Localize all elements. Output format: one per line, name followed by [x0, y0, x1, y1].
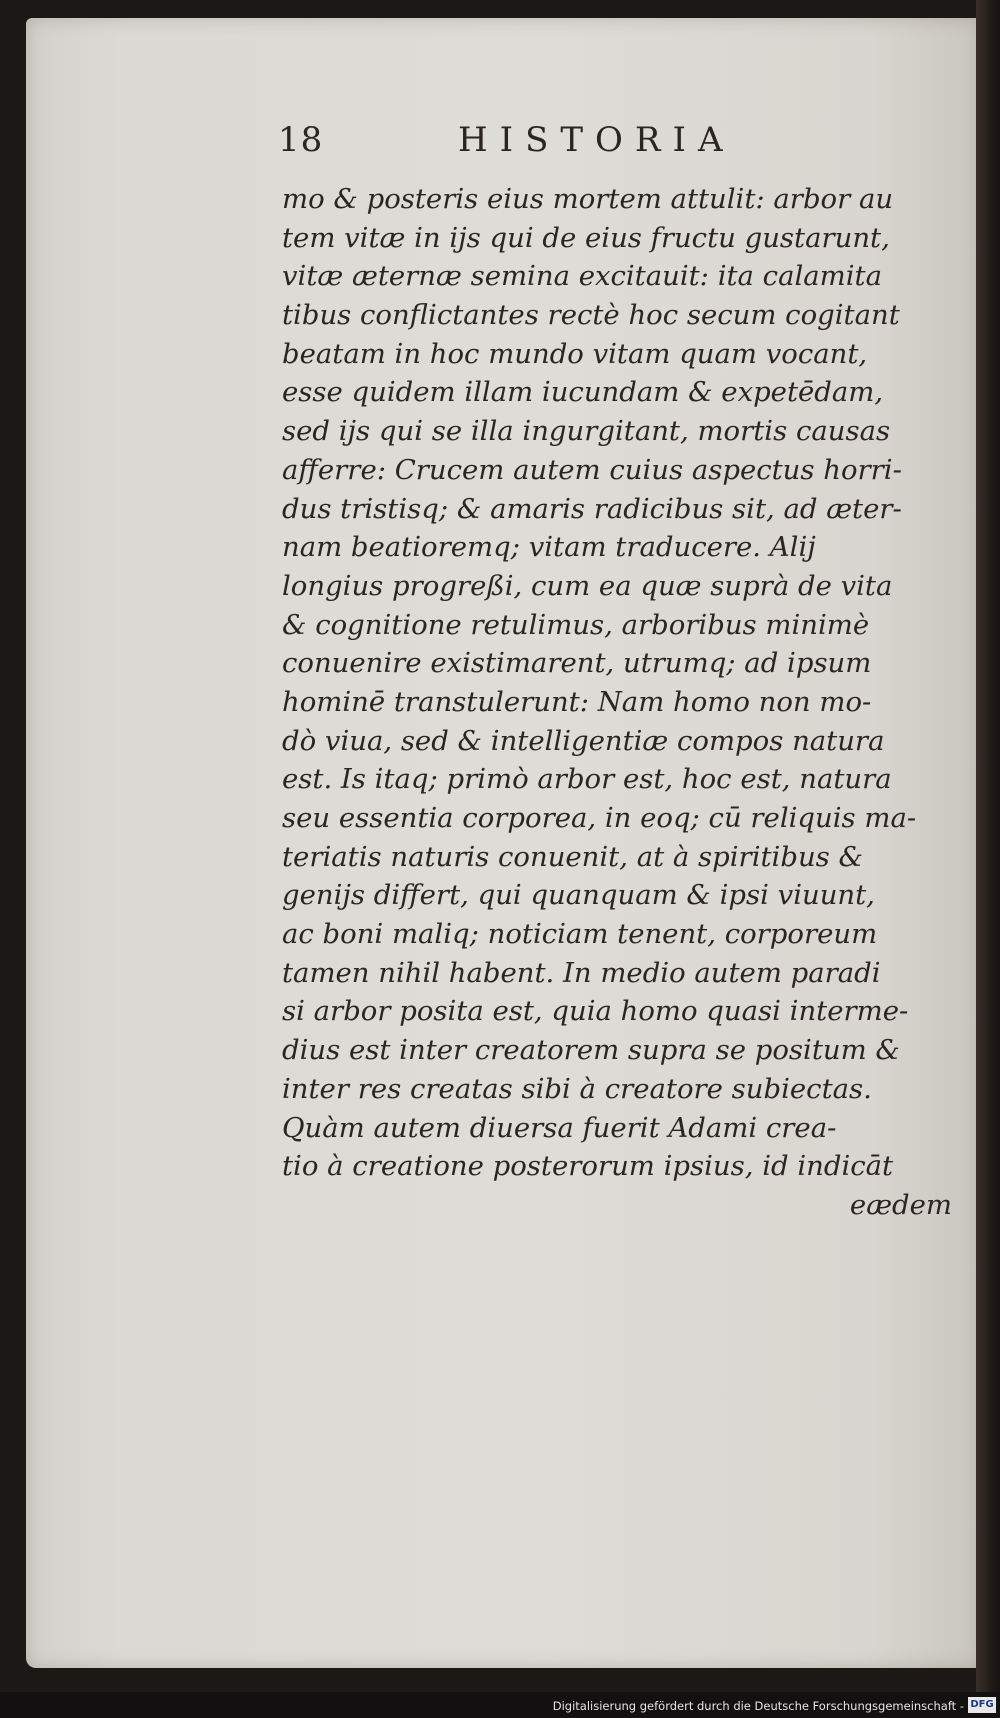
text-line: tio à creatione posterorum ipsius, id indicāt	[282, 1150, 894, 1183]
text-line: si arbor posita est, quia homo quasi interme-	[282, 995, 909, 1028]
text-line: teriatis naturis conuenit, at à spiritibus &	[282, 840, 863, 873]
body-text	[282, 180, 952, 1225]
text-line: beatam in hoc mundo vitam quam vocant,	[282, 337, 868, 370]
text-line: hominē transtulerunt: Nam homo non mo-	[282, 685, 872, 718]
text-line: inter res creatas sibi à creatore subiectas.	[282, 1072, 872, 1105]
text-line: tem vitæ in ijs qui de eius fructu gustarunt,	[282, 221, 890, 254]
text-line: dus tristisq; & amaris radicibus sit, ad æter-	[282, 492, 902, 525]
page-header	[278, 120, 778, 170]
dfg-logo-icon: DFG	[968, 1697, 996, 1713]
text-line: genijs differt, qui quanquam & ipsi viuunt,	[282, 879, 875, 912]
funding-credit: Digitalisierung gefördert durch die Deutsche Forschungsgemeinschaft -	[552, 1699, 964, 1713]
footer-bar	[0, 1692, 1000, 1718]
text-line: mo & posteris eius mortem attulit: arbor au	[282, 183, 894, 215]
text-line: sed ijs qui se illa ingurgitant, mortis causas	[282, 415, 891, 448]
text-line: dius est inter creatorem supra se positum &	[282, 1034, 900, 1067]
text-line: dò viua, sed & intelligentiæ compos natura	[282, 724, 885, 757]
text-line: afferre: Crucem autem cuius aspectus horri-	[282, 453, 902, 486]
text-line: est. Is itaq; primò arbor est, hoc est, natura	[282, 763, 892, 796]
text-line: esse quidem illam iucundam & expetēdam,	[282, 376, 884, 409]
text-line: tamen nihil habent. In medio autem paradi	[282, 956, 881, 989]
text-line: vitæ æternæ semina excitauit: ita calamita	[282, 260, 882, 293]
text-line: nam beatioremq; vitam traducere. Alij	[282, 531, 816, 564]
text-line: longius progreßi, cum ea quæ suprà de vita	[282, 569, 893, 602]
text-line: ac boni maliq; noticiam tenent, corporeum	[282, 918, 878, 951]
running-head: HISTORIA	[458, 120, 735, 160]
page-number: 18	[278, 120, 324, 160]
book-edge	[976, 0, 1000, 1718]
text-line: tibus conflictantes rectè hoc secum cogitant	[282, 299, 900, 332]
text-line: Quàm autem diuersa fuerit Adami crea-	[282, 1111, 837, 1144]
catchword: eædem	[849, 1188, 952, 1221]
text-line: conuenire existimarent, utrumq; ad ipsum	[282, 647, 872, 680]
text-line: seu essentia corporea, in eoq; cū reliquis ma-	[282, 802, 917, 834]
text-line: & cognitione retulimus, arboribus minimè	[282, 608, 870, 641]
